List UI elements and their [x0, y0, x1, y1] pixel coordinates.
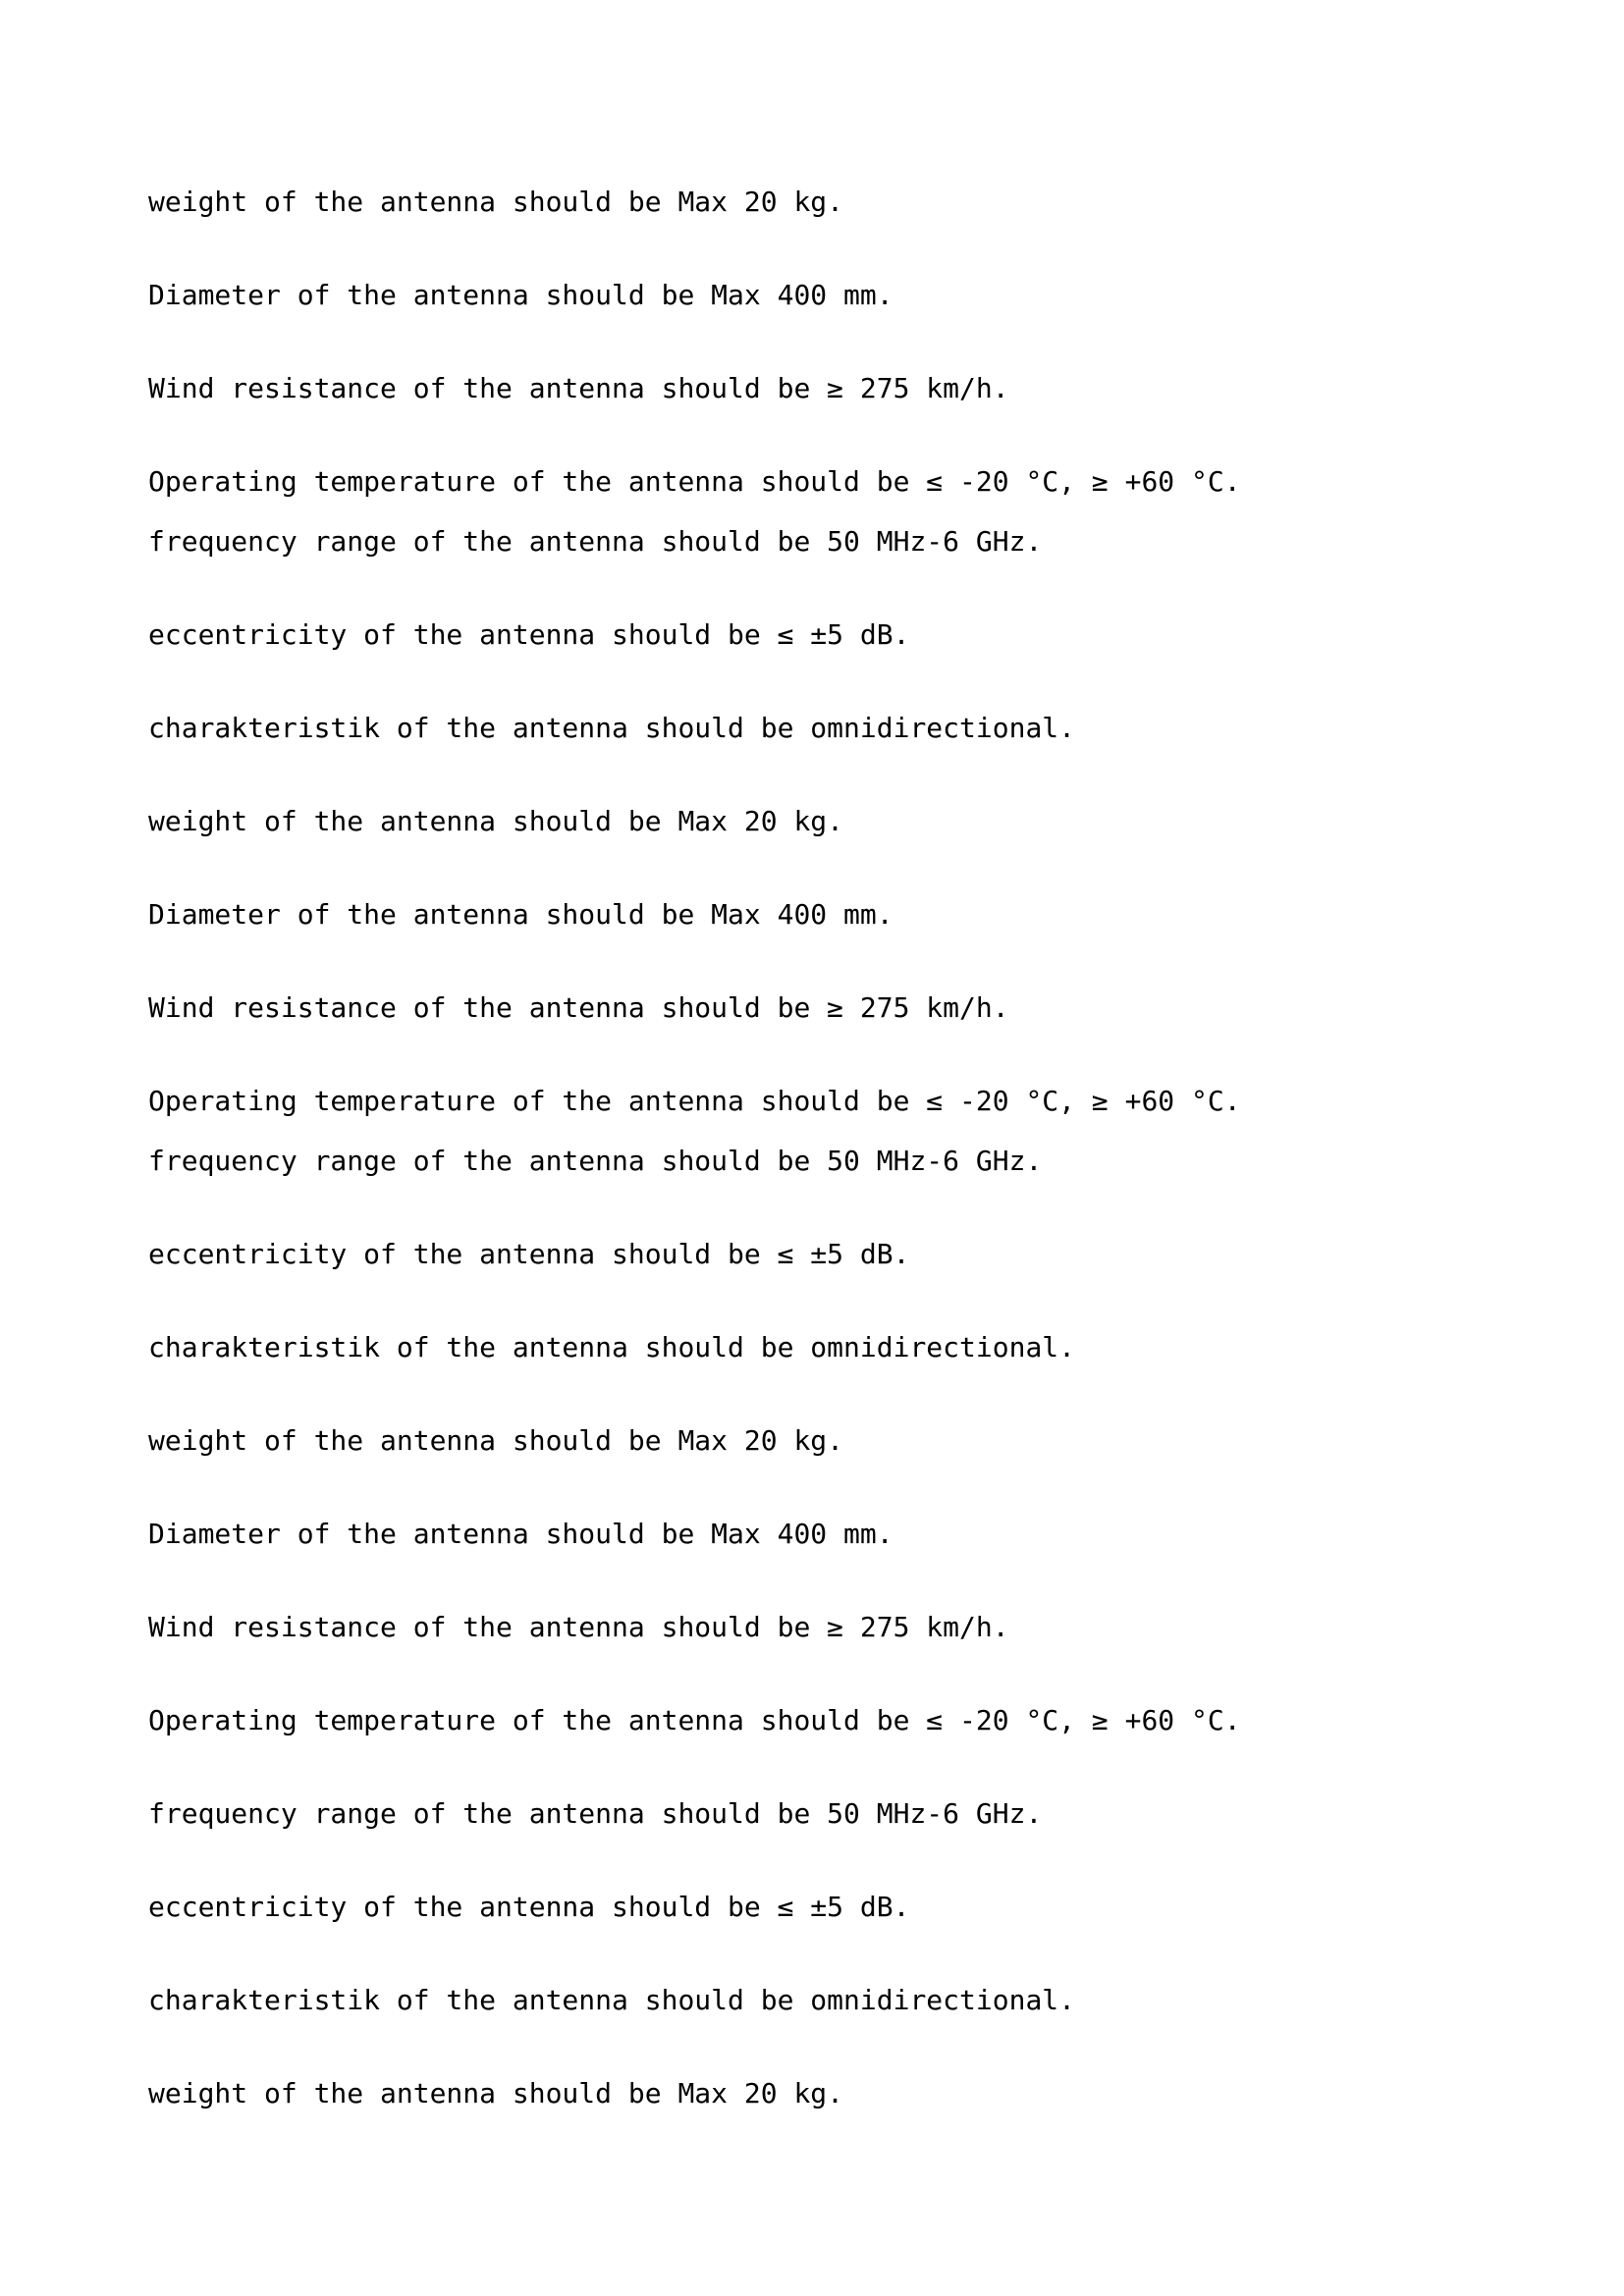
document-line: Operating temperature of the antenna should be ≤ -20 °C, ≥ +60 °C.	[148, 465, 1241, 498]
document-line: Wind resistance of the antenna should be ≥ 275 km/h.	[148, 372, 1009, 404]
document-line: charakteristik of the antenna should be omnidirectional.	[148, 1331, 1076, 1363]
document-line: charakteristik of the antenna should be omnidirectional.	[148, 1984, 1076, 2016]
document-line: charakteristik of the antenna should be omnidirectional.	[148, 712, 1076, 744]
document-line: weight of the antenna should be Max 20 kg.	[148, 2077, 844, 2109]
document-line: Wind resistance of the antenna should be ≥ 275 km/h.	[148, 1611, 1009, 1643]
document-line: Wind resistance of the antenna should be ≥ 275 km/h.	[148, 991, 1009, 1024]
document-line: frequency range of the antenna should be 50 MHz-6 GHz.	[148, 525, 1043, 558]
document-line: frequency range of the antenna should be 50 MHz-6 GHz.	[148, 1797, 1043, 1830]
document-line: Diameter of the antenna should be Max 400 mm.	[148, 1518, 893, 1550]
document-line: Operating temperature of the antenna should be ≤ -20 °C, ≥ +60 °C.	[148, 1704, 1241, 1736]
document-line: eccentricity of the antenna should be ≤ ±5 dB.	[148, 1238, 910, 1270]
document-line: Diameter of the antenna should be Max 400 mm.	[148, 898, 893, 931]
document-line: Diameter of the antenna should be Max 400 mm.	[148, 279, 893, 311]
document-line: weight of the antenna should be Max 20 kg.	[148, 1424, 844, 1457]
document-line: weight of the antenna should be Max 20 kg.	[148, 805, 844, 837]
document-content	[148, 186, 1526, 2109]
document-line: frequency range of the antenna should be 50 MHz-6 GHz.	[148, 1145, 1043, 1177]
document-line: eccentricity of the antenna should be ≤ ±5 dB.	[148, 1891, 910, 1923]
document-line: eccentricity of the antenna should be ≤ ±5 dB.	[148, 618, 910, 651]
document-line: Operating temperature of the antenna should be ≤ -20 °C, ≥ +60 °C.	[148, 1085, 1241, 1117]
document-line: weight of the antenna should be Max 20 kg.	[148, 186, 844, 218]
